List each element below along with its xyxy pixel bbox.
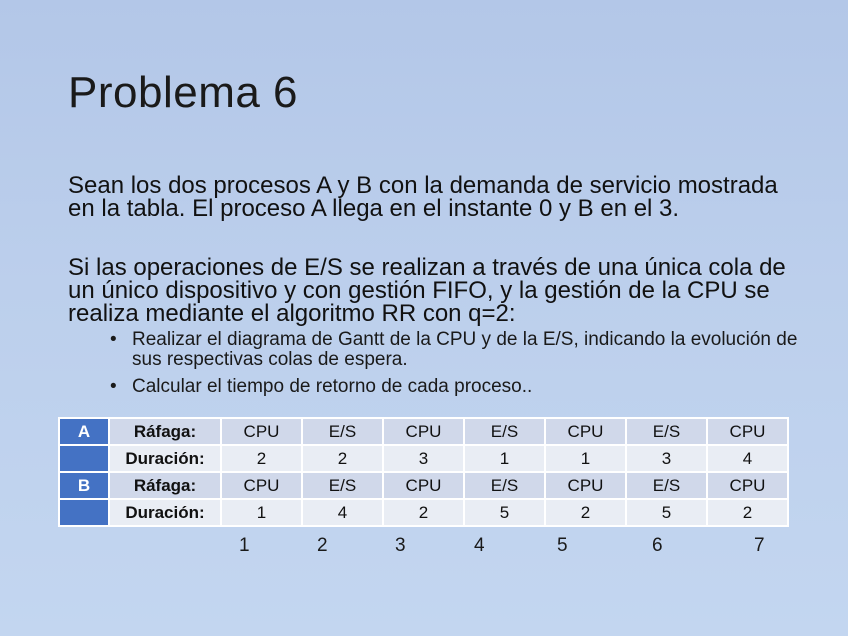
table-cell: 2 xyxy=(221,445,302,472)
column-number: 1 xyxy=(239,535,250,556)
table-cell: E/S xyxy=(302,418,383,445)
paragraph-intro: Sean los dos procesos A y B con la demanda de servicio mostrada en la tabla. El proceso A llega en el instante 0 y B en el 3. xyxy=(68,172,778,222)
bullet-marker: • xyxy=(110,376,117,397)
column-number: 2 xyxy=(317,535,328,556)
bullet-text: Realizar el diagrama de Gantt de la CPU y de la E/S, indicando la evolución de sus respectivas colas de espera. xyxy=(132,329,798,370)
column-number: 4 xyxy=(474,535,485,556)
process-cell: A xyxy=(59,418,109,445)
column-number: 5 xyxy=(557,535,568,556)
table-cell: 1 xyxy=(221,499,302,526)
table-cell: E/S xyxy=(302,472,383,499)
table-cell: 2 xyxy=(545,499,626,526)
row-label: Ráfaga: xyxy=(109,418,221,445)
bullet-list xyxy=(110,330,810,404)
process-cell xyxy=(59,445,109,472)
table-cell: 1 xyxy=(464,445,545,472)
table-cell: E/S xyxy=(626,472,707,499)
column-numbers xyxy=(0,535,848,559)
column-number: 6 xyxy=(652,535,663,556)
bullet-item xyxy=(110,330,810,370)
table-cell: 5 xyxy=(626,499,707,526)
table-cell: CPU xyxy=(707,472,788,499)
table-cell: CPU xyxy=(383,418,464,445)
process-cell: B xyxy=(59,472,109,499)
table-cell: 4 xyxy=(707,445,788,472)
table-cell: 4 xyxy=(302,499,383,526)
table-cell: 5 xyxy=(464,499,545,526)
bullet-item xyxy=(110,377,810,397)
bullet-marker: • xyxy=(110,329,117,350)
column-number: 3 xyxy=(395,535,406,556)
table-row xyxy=(59,418,788,445)
table-cell: CPU xyxy=(707,418,788,445)
table-cell: E/S xyxy=(626,418,707,445)
row-label: Duración: xyxy=(109,445,221,472)
table-cell: 3 xyxy=(383,445,464,472)
table-cell: 2 xyxy=(707,499,788,526)
table-cell: 2 xyxy=(383,499,464,526)
table-row xyxy=(59,472,788,499)
table-cell: 1 xyxy=(545,445,626,472)
row-label: Duración: xyxy=(109,499,221,526)
burst-table xyxy=(58,417,789,527)
slide-title: Problema 6 xyxy=(68,68,299,117)
table-cell: CPU xyxy=(221,472,302,499)
table-cell: E/S xyxy=(464,418,545,445)
paragraph-conditions: Si las operaciones de E/S se realizan a través de una única cola de un único dispositivo y con gestión FIFO, y la gestión de la CPU se realiza mediante el algoritmo RR con q=2: xyxy=(68,254,786,327)
table-cell: 3 xyxy=(626,445,707,472)
row-label: Ráfaga: xyxy=(109,472,221,499)
table-cell: E/S xyxy=(464,472,545,499)
table-row xyxy=(59,445,788,472)
bullet-text: Calcular el tiempo de retorno de cada proceso.. xyxy=(132,376,533,397)
table-cell: CPU xyxy=(545,472,626,499)
column-number: 7 xyxy=(754,535,765,556)
table-cell: CPU xyxy=(221,418,302,445)
table-cell: CPU xyxy=(383,472,464,499)
table-cell: 2 xyxy=(302,445,383,472)
table-cell: CPU xyxy=(545,418,626,445)
process-cell xyxy=(59,499,109,526)
table-row xyxy=(59,499,788,526)
